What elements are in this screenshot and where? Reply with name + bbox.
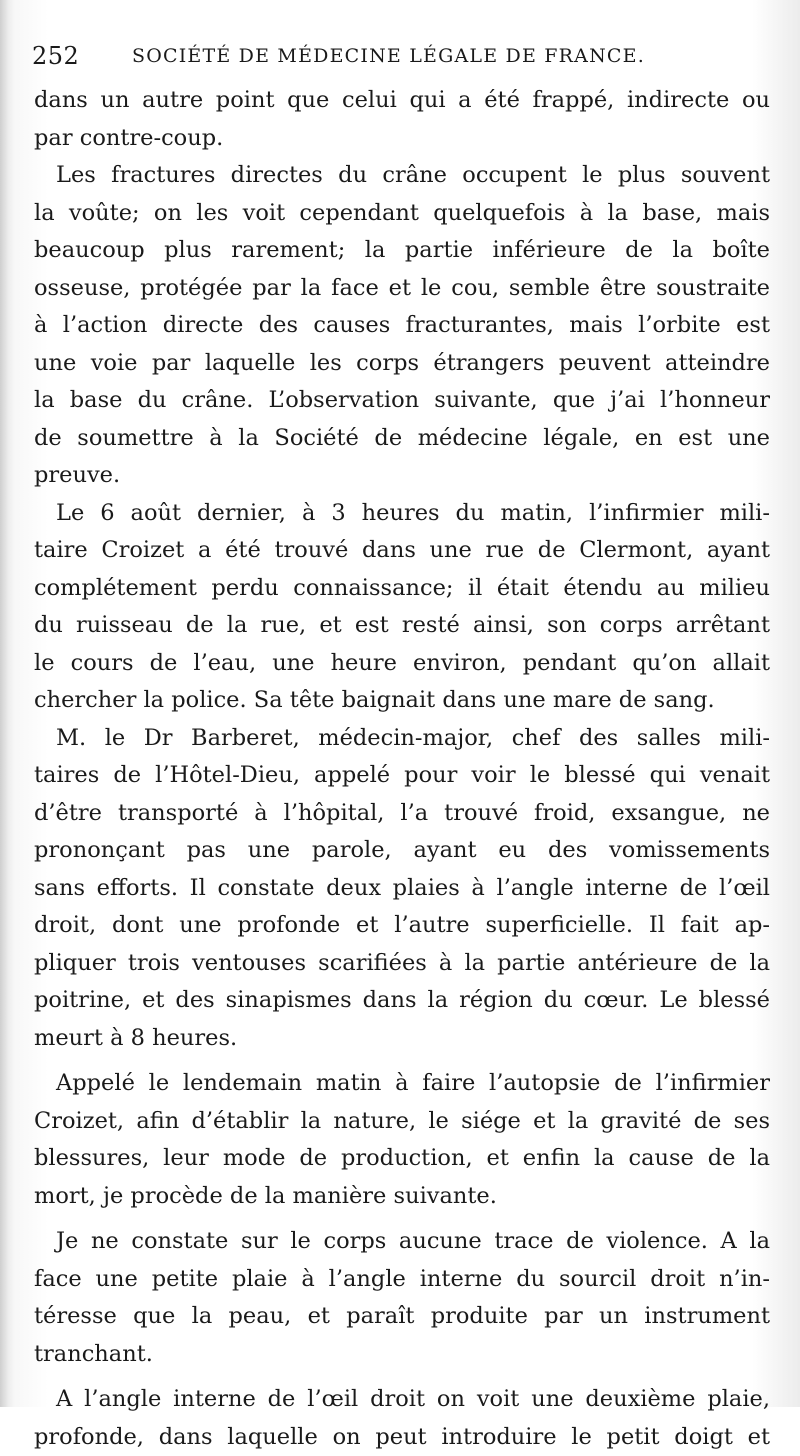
- text-line: A l’angle interne de l’œil droit on voit une deuxième plaie,: [34, 1381, 770, 1419]
- paragraph-gap: [34, 1373, 770, 1381]
- text-line: la voûte; on les voit cependant quelquefois à la base, mais: [34, 195, 770, 233]
- text-line: la base du crâne. L’observation suivante, que j’ai l’honneur: [34, 382, 770, 420]
- paragraph: [34, 1381, 770, 1456]
- text-line: taires de l’Hôtel-Dieu, appelé pour voir le blessé qui venait: [34, 757, 770, 795]
- text-line: Les fractures directes du crâne occupent le plus souvent: [34, 157, 770, 195]
- text-line: face une petite plaie à l’angle interne du sourcil droit n’in-: [34, 1261, 770, 1299]
- text-line: Appelé le lendemain matin à faire l’autopsie de l’infirmier: [34, 1065, 770, 1103]
- paragraph-gap: [34, 1057, 770, 1065]
- paragraph: [34, 1223, 770, 1373]
- page-header: [32, 40, 772, 76]
- text-line: du ruisseau de la rue, et est resté ainsi, son corps arrêtant: [34, 607, 770, 645]
- text-line: sans efforts. Il constate deux plaies à l’angle interne de l’œil: [34, 870, 770, 908]
- text-line: blessures, leur mode de production, et enfin la cause de la: [34, 1140, 770, 1178]
- text-line: de soumettre à la Société de médecine légale, en est une: [34, 420, 770, 458]
- text-line: Je ne constate sur le corps aucune trace de violence. A la: [34, 1223, 770, 1261]
- text-line: poitrine, et des sinapismes dans la région du cœur. Le blessé: [34, 982, 770, 1020]
- text-line: meurt à 8 heures.: [34, 1020, 770, 1058]
- page-gutter-shadow: [0, 0, 14, 1407]
- running-title: SOCIÉTÉ DE MÉDECINE LÉGALE DE FRANCE.: [132, 45, 645, 67]
- text-line: dans un autre point que celui qui a été frappé, indirecte ou: [34, 82, 770, 120]
- text-line: taire Croizet a été trouvé dans une rue de Clermont, ayant: [34, 532, 770, 570]
- text-line: beaucoup plus rarement; la partie inférieure de la boîte: [34, 232, 770, 270]
- text-line: osseuse, protégée par la face et le cou, semble être soustraite: [34, 270, 770, 308]
- text-line: le cours de l’eau, une heure environ, pendant qu’on allait: [34, 645, 770, 683]
- paragraph: [34, 157, 770, 495]
- paragraph: [34, 720, 770, 1058]
- text-line: M. le Dr Barberet, médecin-major, chef des salles mili-: [34, 720, 770, 758]
- text-line: Le 6 août dernier, à 3 heures du matin, l’infirmier mili-: [34, 495, 770, 533]
- text-line: chercher la police. Sa tête baignait dans une mare de sang.: [34, 682, 770, 720]
- text-line: profonde, dans laquelle on peut introduire le petit doigt et: [34, 1419, 770, 1456]
- paragraph: [34, 495, 770, 720]
- page-number: 252: [32, 42, 79, 70]
- text-line: pliquer trois ventouses scarifiées à la partie antérieure de la: [34, 945, 770, 983]
- text-line: complétement perdu connaissance; il était étendu au milieu: [34, 570, 770, 608]
- text-line: d’être transporté à l’hôpital, l’a trouvé froid, exsangue, ne: [34, 795, 770, 833]
- paragraph: [34, 82, 770, 157]
- text-line: une voie par laquelle les corps étrangers peuvent atteindre: [34, 345, 770, 383]
- paragraph: [34, 1065, 770, 1215]
- text-line: tranchant.: [34, 1336, 770, 1374]
- text-line: Croizet, afin d’établir la nature, le siége et la gravité de ses: [34, 1103, 770, 1141]
- text-line: preuve.: [34, 457, 770, 495]
- text-line: par contre-coup.: [34, 120, 770, 158]
- text-line: prononçant pas une parole, ayant eu des vomissements: [34, 832, 770, 870]
- text-line: à l’action directe des causes fracturantes, mais l’orbite est: [34, 307, 770, 345]
- text-line: mort, je procède de la manière suivante.: [34, 1178, 770, 1216]
- text-line: téresse que la peau, et paraît produite par un instrument: [34, 1298, 770, 1336]
- body-text: [34, 82, 770, 1456]
- paragraph-gap: [34, 1215, 770, 1223]
- text-line: droit, dont une profonde et l’autre superficielle. Il fait ap-: [34, 907, 770, 945]
